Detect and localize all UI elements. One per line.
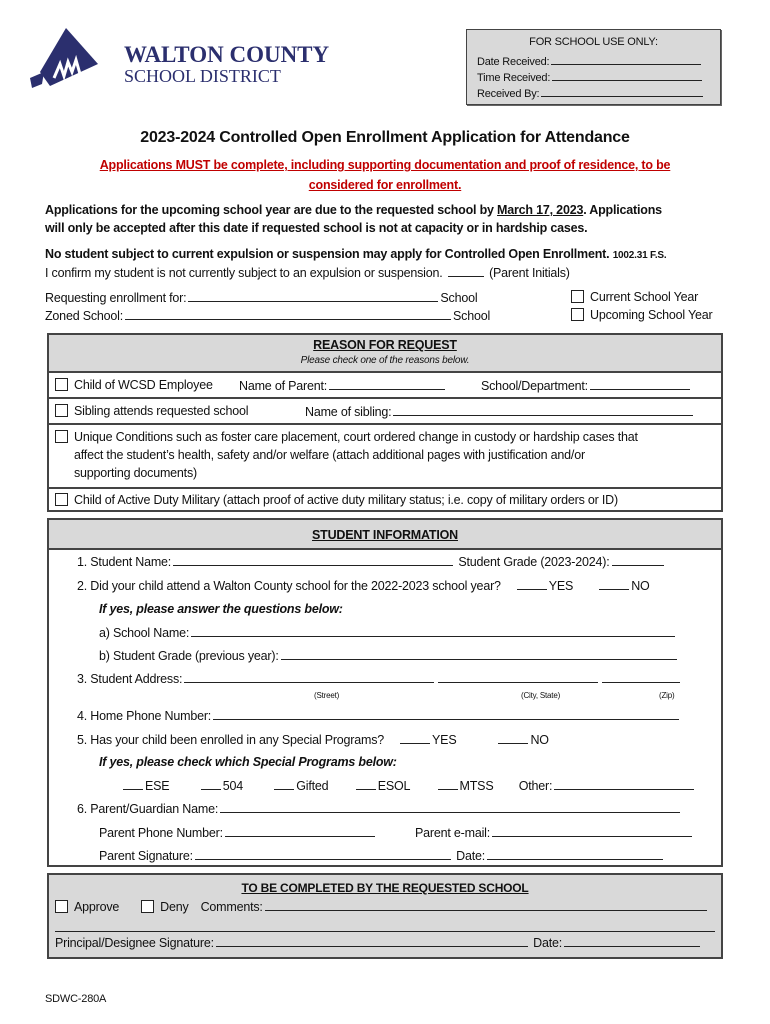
parent-phone-label: Parent Phone Number: [99, 826, 223, 840]
comments-field[interactable] [265, 899, 707, 911]
office-section [47, 873, 723, 959]
form-number: SDWC-280A [45, 993, 107, 1005]
date-label: Date: [456, 849, 486, 863]
city-field[interactable] [438, 671, 598, 683]
student-title: STUDENT INFORMATION [312, 528, 458, 542]
upcoming-year-checkbox[interactable] [571, 308, 584, 321]
time-received-field[interactable] [552, 69, 702, 81]
ese-field[interactable] [123, 778, 143, 790]
time-received-label: Time Received: [477, 72, 551, 84]
office-date-label: Date: [533, 936, 563, 950]
attended-no-field[interactable] [599, 578, 629, 590]
yes-label: YES [432, 733, 457, 747]
current-year-label: Current School Year [590, 290, 699, 304]
deny-label: Deny [160, 900, 189, 914]
reason-title: REASON FOR REQUEST [313, 338, 457, 352]
dept-field[interactable] [590, 378, 690, 390]
parent-phone-field[interactable] [225, 825, 375, 837]
expulsion-confirm: I confirm my student is not currently subject to an expulsion or suspension. [45, 266, 443, 280]
other-field[interactable] [554, 778, 694, 790]
program-gifted: Gifted [296, 779, 329, 793]
warning-line1: Applications MUST be complete, including supporting documentation and proof of residence, to be [99, 158, 671, 172]
parent-signature-field[interactable] [195, 848, 451, 860]
guardian-name-field[interactable] [220, 801, 680, 813]
parent-signature-label: Parent Signature: [99, 849, 193, 863]
initials-label: (Parent Initials) [489, 266, 570, 280]
q6-label: 6. Parent/Guardian Name: [77, 802, 219, 816]
comments-label: Comments: [200, 900, 263, 914]
military-label: Child of Active Duty Military (attach proof of active duty military status; i.e. copy of military orders or ID) [74, 493, 618, 507]
parent-name-label: Name of Parent: [239, 379, 328, 393]
deadline-line2: will only be accepted after this date if requested school is not at capacity or in hardship cases. [45, 221, 588, 235]
reason-subtitle: Please check one of the reasons below. [300, 355, 470, 366]
q5-label: 5. Has your child been enrolled in any Special Programs? [77, 733, 385, 747]
expulsion-text: No student subject to current expulsion or suspension may apply for Controlled Open Enrollment. [45, 247, 610, 261]
requesting-school-field[interactable] [188, 290, 438, 302]
zip-field[interactable] [602, 671, 680, 683]
school-name-label: a) School Name: [99, 626, 190, 640]
office-title: TO BE COMPLETED BY THE REQUESTED SCHOOL [241, 881, 529, 895]
ifyes2-label: If yes, please check which Special Programs below: [99, 755, 397, 769]
deadline-text-end: . Applications [583, 203, 662, 217]
school-use-box [466, 29, 721, 105]
unique-line1: Unique Conditions such as foster care placement, court ordered change in custody or hardship cases that [74, 430, 638, 444]
parent-date-field[interactable] [487, 848, 663, 860]
principal-signature-field[interactable] [216, 935, 528, 947]
grade-field[interactable] [612, 554, 664, 566]
warning-line2: considered for enrollment. [308, 178, 462, 192]
504-field[interactable] [201, 778, 221, 790]
requesting-label: Requesting enrollment for: [45, 291, 187, 305]
program-ese: ESE [145, 779, 170, 793]
page-title: 2023-2024 Controlled Open Enrollment Application for Attendance [140, 129, 630, 146]
parent-name-field[interactable] [329, 378, 445, 390]
q2-label: 2. Did your child attend a Walton County school for the 2022-2023 school year? [77, 579, 501, 593]
special-yes-field[interactable] [400, 732, 430, 744]
sibling-name-field[interactable] [393, 404, 693, 416]
attended-yes-field[interactable] [517, 578, 547, 590]
district-logo-icon [30, 28, 130, 96]
date-received-field[interactable] [551, 53, 701, 65]
sibling-checkbox[interactable] [55, 404, 68, 417]
zip-caption: (Zip) [659, 691, 675, 700]
deadline-text: Applications for the upcoming school year are due to the requested school by [45, 203, 498, 217]
q1-label: 1. Student Name: [77, 555, 172, 569]
student-section [47, 518, 723, 867]
school-label: School [453, 309, 491, 323]
parent-email-label: Parent e-mail: [415, 826, 491, 840]
comments-field-line2[interactable] [55, 919, 715, 932]
yes-label: YES [548, 579, 574, 593]
deny-checkbox[interactable] [141, 900, 154, 913]
sibling-name-label: Name of sibling: [305, 405, 392, 419]
no-label: NO [631, 579, 650, 593]
unique-line3: supporting documents) [74, 466, 197, 480]
program-mtss: MTSS [459, 779, 494, 793]
ifyes-label: If yes, please answer the questions below: [99, 602, 343, 616]
grade-label: Student Grade (2023-2024): [458, 555, 610, 569]
approve-label: Approve [74, 900, 120, 914]
logo-line1: WALTON COUNTY [124, 42, 330, 67]
date-received-label: Date Received: [477, 56, 550, 68]
upcoming-year-label: Upcoming School Year [590, 308, 713, 322]
logo-line2: SCHOOL DISTRICT [124, 66, 281, 86]
deadline-date: March 17, 2023 [497, 203, 584, 217]
esol-field[interactable] [356, 778, 376, 790]
prev-grade-label: b) Student Grade (previous year): [99, 649, 279, 663]
statute: 1002.31 F.S. [612, 250, 667, 261]
no-label: NO [530, 733, 549, 747]
program-esol: ESOL [377, 779, 411, 793]
employee-checkbox[interactable] [55, 378, 68, 391]
military-checkbox[interactable] [55, 493, 68, 506]
received-by-label: Received By: [477, 88, 540, 100]
current-year-checkbox[interactable] [571, 290, 584, 303]
home-phone-field[interactable] [213, 708, 679, 720]
received-by-field[interactable] [541, 85, 703, 97]
street-caption: (Street) [314, 691, 340, 700]
mtss-field[interactable] [438, 778, 458, 790]
unique-checkbox[interactable] [55, 430, 68, 443]
school-label: School [440, 291, 478, 305]
street-field[interactable] [184, 671, 434, 683]
q3-label: 3. Student Address: [77, 672, 183, 686]
q4-label: 4. Home Phone Number: [77, 709, 212, 723]
school-use-title: FOR SCHOOL USE ONLY: [529, 36, 658, 48]
parent-initials-field[interactable] [448, 265, 484, 277]
employee-label: Child of WCSD Employee [74, 378, 213, 392]
program-504: 504 [222, 779, 243, 793]
unique-line2: affect the student’s health, safety and/or welfare (attach additional pages with justification and/or [74, 448, 585, 462]
student-name-field[interactable] [173, 554, 453, 566]
school-name-field[interactable] [191, 625, 675, 637]
office-date-field[interactable] [564, 935, 700, 947]
gifted-field[interactable] [274, 778, 294, 790]
approve-checkbox[interactable] [55, 900, 68, 913]
reason-section [47, 333, 723, 512]
city-caption: (City, State) [521, 691, 561, 700]
special-no-field[interactable] [498, 732, 528, 744]
dept-label: School/Department: [481, 379, 588, 393]
other-label: Other: [518, 779, 553, 793]
zoned-label: Zoned School: [45, 309, 124, 323]
zoned-school-field[interactable] [125, 308, 451, 320]
parent-email-field[interactable] [492, 825, 692, 837]
prev-grade-field[interactable] [281, 648, 677, 660]
sibling-label: Sibling attends requested school [74, 404, 249, 418]
principal-signature-label: Principal/Designee Signature: [55, 936, 214, 950]
